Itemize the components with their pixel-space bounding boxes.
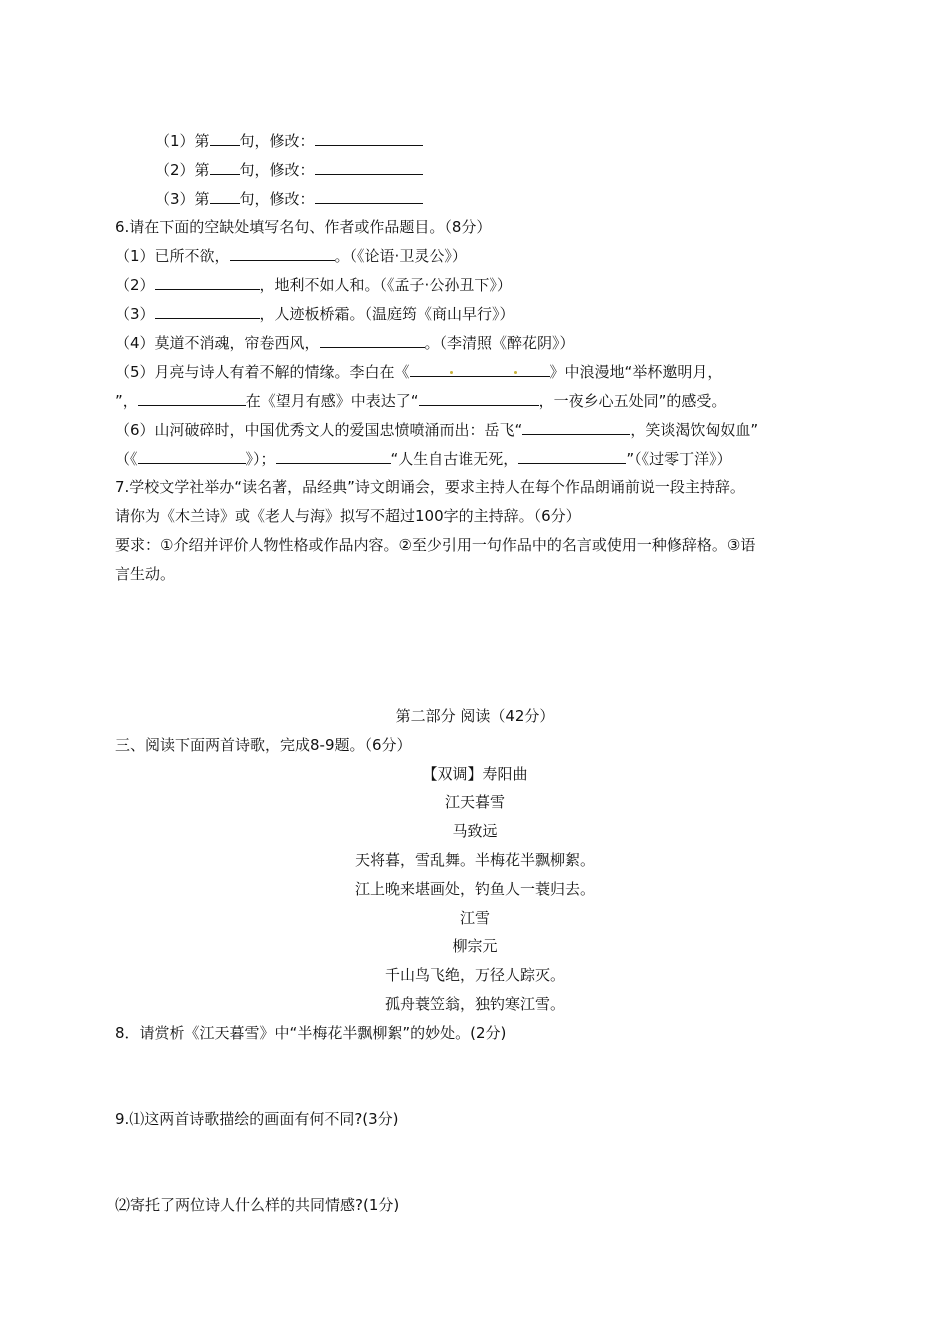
q6-item-6-mid: “人生自古谁无死， [390,450,519,468]
blank [320,333,425,348]
q6-item-3 [115,304,515,324]
blank [419,391,539,406]
blank [230,246,335,261]
poem2-author: 柳宗元 [452,937,498,955]
q5-line-3 [155,189,423,209]
q8-text: 8．请赏析《江天暮雪》中“半梅花半飘柳絮”的妙处。(2分) [115,1024,507,1042]
q6-item-5-line-1 [115,362,722,382]
q5-line-1-label: （1）第 [155,132,210,150]
q6-item-5-close: ”， [115,392,138,410]
blank [210,189,240,204]
q5-line-2-label: （2）第 [155,161,210,179]
blank [210,160,240,175]
q5-line-2-mid: 句，修改： [239,161,315,179]
q6-item-3-text: ，人迹板桥霜。（温庭筠《商山早行》） [259,305,515,323]
q6-item-1-source: 。（《论语·卫灵公》） [334,247,467,265]
q6-item-2-text: ，地利不如人和。（《孟子·公孙丑下》） [259,276,512,294]
poem2-line-1: 千山鸟飞绝，万径人踪灭。 [384,966,565,984]
blank [138,449,246,464]
poem1-title: 江天暮雪 [444,793,505,811]
q5-line-3-label: （3）第 [155,190,210,208]
blank [522,420,630,435]
blank [138,391,246,406]
q6-item-4-text: （4）莫道不消魂，帘卷西风， [115,334,320,352]
q6-item-5-mid: 在《望月有感》中表达了“ [245,392,419,410]
poem2-title: 江雪 [459,909,490,927]
blank [210,131,240,146]
blank [518,449,626,464]
dot-mark [514,371,517,374]
blank [155,304,260,319]
q6-item-6-open: （《 [115,450,138,468]
poem2-line-2: 孤舟蓑笠翁，独钓寒江雪。 [384,995,565,1013]
poem1-line-1: 天将暮，雪乱舞。半梅花半飘柳絮。 [354,851,595,869]
part2-heading: 第二部分 阅读（42分） [395,707,555,725]
q6-item-1-text: （1）已所不欲， [115,247,230,265]
q6-item-1 [115,246,467,266]
q6-item-5-quote: 》中浪漫地“举杯邀明月， [549,363,723,381]
blank [155,275,260,290]
q7-line-4: 言生动。 [115,565,176,583]
q6-item-6-line-1 [115,420,758,440]
blank [315,189,423,204]
section3-instruction: 三、阅读下面两首诗歌，完成8-9题。（6分） [115,736,412,754]
q7-line-3: 要求：①介绍并评价人物性格或作品内容。②至少引用一句作品中的名言或使用一种修辞格。③语 [115,536,756,554]
q9-1-text: 9.⑴这两首诗歌描绘的画面有何不同?(3分) [115,1110,399,1128]
poem1-author: 马致远 [452,822,498,840]
q7-line-1: 7.学校文学社举办“读名著，品经典”诗文朗诵会，要求主持人在每个作品朗诵前说一段主持辞。 [115,478,745,496]
poem1-tune: 【双调】寿阳曲 [422,765,528,783]
q6-title: 6.请在下面的空缺处填写名句、作者或作品题目。（8分） [115,218,492,236]
poem1-line-2: 江上晚来堪画处，钓鱼人一蓑归去。 [354,880,595,898]
blank [410,362,550,377]
q6-item-6-text: （6）山河破碎时，中国优秀文人的爱国忠愤喷涌而出：岳飞“ [115,421,523,439]
blank [276,449,391,464]
q6-item-6-quote: ，笑谈渴饮匈奴血” [630,421,759,439]
q6-item-5-end: ，一夜乡心五处同”的感受。 [538,392,727,410]
q5-line-1 [155,131,423,151]
q5-line-3-mid: 句，修改： [239,190,315,208]
blank [315,131,423,146]
q5-line-2 [155,160,423,180]
q5-line-1-mid: 句，修改： [239,132,315,150]
dot-mark [450,371,453,374]
q6-item-5-text: （5）月亮与诗人有着不解的情缘。李白在《 [115,363,410,381]
q6-item-6-source: ”（《过零丁洋》） [626,450,732,468]
q6-item-4 [115,333,575,353]
q6-item-2-num: （2） [115,276,155,294]
q6-item-5-line-2 [115,391,726,411]
blank [315,160,423,175]
q6-item-6-close: 》）； [245,450,276,468]
q6-item-3-num: （3） [115,305,155,323]
q6-item-4-source: 。（李清照《醉花阴》） [424,334,575,352]
q6-item-2 [115,275,512,295]
q6-item-6-line-2 [115,449,732,469]
q7-line-2: 请你为《木兰诗》或《老人与海》拟写不超过100字的主持辞。（6分） [115,507,581,525]
q9-2-text: ⑵寄托了两位诗人什么样的共同情感?(1分) [115,1196,400,1214]
